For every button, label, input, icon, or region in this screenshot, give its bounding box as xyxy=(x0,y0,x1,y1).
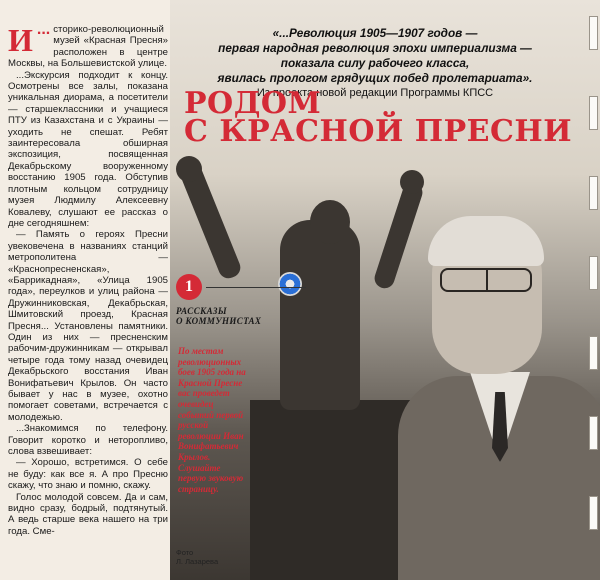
photo-credit-author: Л. Лазарева xyxy=(176,557,219,566)
quote-source: Из проекта новой редакции Программы КПСС xyxy=(256,87,494,99)
monument-head xyxy=(310,200,350,244)
rubric-title xyxy=(176,306,261,326)
rubric-line-1: РАССКАЗЫ xyxy=(176,306,227,316)
binding-hole xyxy=(589,16,598,50)
monument-figure xyxy=(280,220,360,410)
dropcap xyxy=(8,24,51,58)
quote-line: явилась прологом грядущих побед пролетариата». xyxy=(217,71,533,85)
article-paragraph-2: ...Экскурсия подходит к концу. Осмотрены все залы, показана уникальная диорама, а посетители — старшеклассники и учащиеся ПТУ из Казахстана и с Украины — уходить не спешат. Ребят заинтересовала обширная экспозиция, посвященная Декабрьскому вооруженному восстанию 1905 года. Обступив плотным кольцом сотрудницу музея Людмилу Алексеевну Ковалеву, слушают ее рассказ о дне сегодняшнем: xyxy=(8,69,168,229)
article-paragraph-6: Голос молодой совсем. Да и сам, видно сразу, бодрый, подтянутый. А ведь старше века нашего на три года. Сме- xyxy=(8,491,168,537)
photo-credit-label: Фото xyxy=(176,548,194,557)
monument-fist xyxy=(176,156,202,182)
quote-line: первая народная революция эпохи империализма — xyxy=(218,41,532,55)
binding-hole xyxy=(589,416,598,450)
article-paragraph-4: ...Знакомимся по телефону. Говорит коротко и неторопливо, слова взвешивает: xyxy=(8,423,168,458)
rubric-divider xyxy=(206,287,306,288)
man-glasses xyxy=(440,268,532,292)
dropcap-dots: ... xyxy=(36,24,51,38)
quote-line: показала силу рабочего класса, xyxy=(280,56,470,70)
quote-line: «...Революция 1905—1907 годов — xyxy=(272,26,478,40)
binding-hole xyxy=(589,496,598,530)
sound-page-note: По местам революционных боев 1905 года на Красной Пресне вас проведет очевидец событий первой русской революции Иван Вонифатьевич Крылов. Слушайте первую звуковую страницу. xyxy=(178,346,246,494)
sound-sheet-icon xyxy=(278,272,302,296)
monument-second-arm xyxy=(372,180,425,291)
photo-credit xyxy=(176,548,218,566)
article-paragraph-5: — Хорошо, встретимся. О себе не буду: как все я. А про Пресню скажу, что знаю и помню, скажу. xyxy=(8,457,168,492)
article-paragraph-3: — Память о героях Пресни увековечена в названиях станций метрополитена — «Краснопресненская», «Баррикадная», «Улица 1905 года», переулков и улиц района — Дружинниковская, Декабрьская, Шмитовский проезд, Красная Пресня... Установлены памятники. Один из них — пресненским рабочим-дружинникам — открывал четыре года тому назад очевидец Декабрьского восстания Иван Вонифатьевич Крылов. Он часто бывает у нас в музее, охотно помогает советами, встречается с молодежью. xyxy=(8,229,168,423)
headline-line-1: РОДОМ xyxy=(184,86,322,121)
binding-hole xyxy=(589,96,598,130)
binding-hole xyxy=(589,336,598,370)
dropcap-letter: И xyxy=(8,24,33,58)
binding-hole xyxy=(589,256,598,290)
monument-second-fist xyxy=(400,170,424,194)
article-text-column xyxy=(8,24,168,576)
man-hair xyxy=(428,216,544,266)
rubric-number-badge: 1 xyxy=(176,274,202,300)
article-paragraph-1 xyxy=(8,24,168,70)
article-headline xyxy=(184,86,573,149)
photo-area xyxy=(170,0,600,580)
rubric-line-2: О КОММУНИСТАХ xyxy=(176,316,262,326)
headline-line-2: С КРАСНОЙ ПРЕСНИ xyxy=(184,114,573,149)
binding-holes xyxy=(584,10,598,570)
binding-hole xyxy=(589,176,598,210)
paragraph-text: сторико-революционный музей «Красная Пресня» расположен в центре Москвы, на Большевистской улице. xyxy=(8,24,168,70)
